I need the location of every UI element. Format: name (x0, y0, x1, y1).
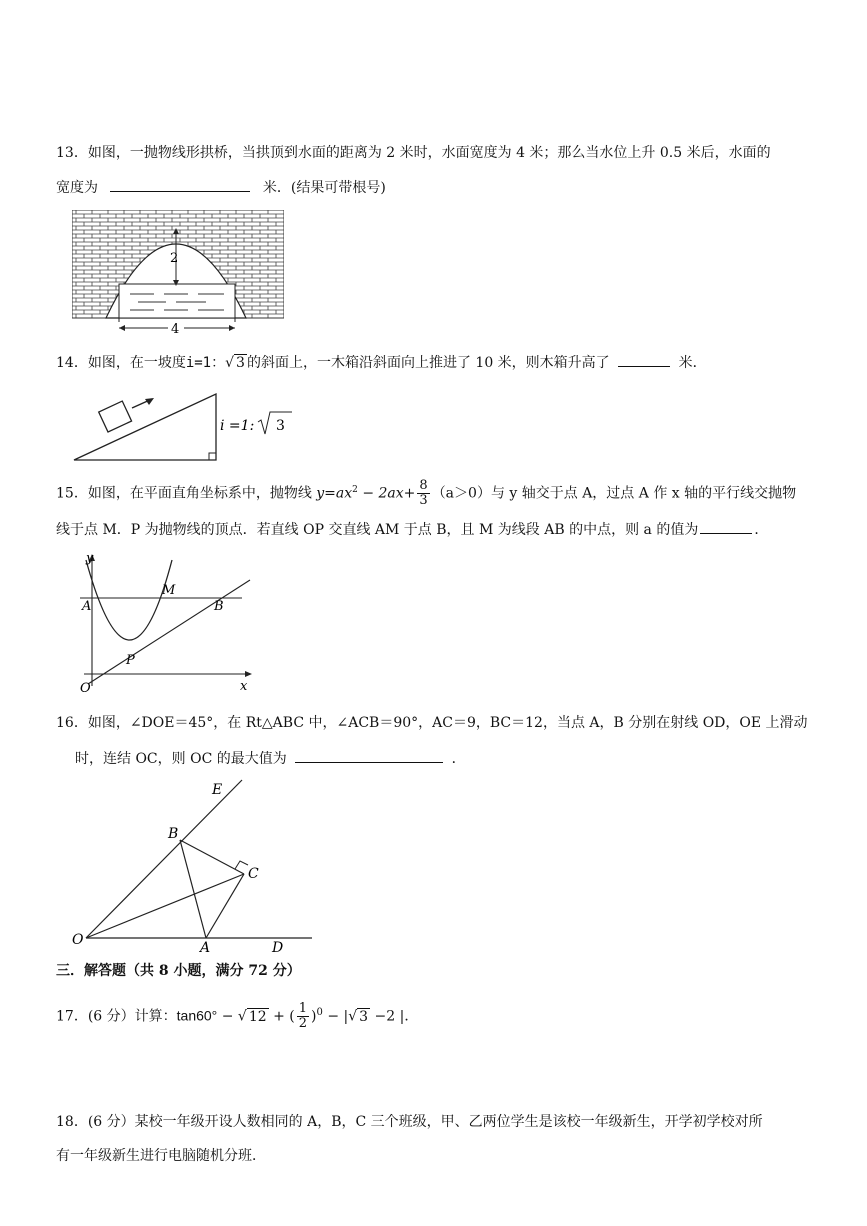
q13-arch-bridge-figure (72, 210, 284, 322)
q17-tail: −2 |． (370, 1008, 419, 1025)
q15-line1-b: （a＞0）与 y 轴交于点 A，过点 A 作 x 轴的平行线交抛物 (431, 485, 797, 502)
q15-answer-blank (700, 519, 752, 534)
q13-line2-before: 宽度为 (56, 180, 98, 196)
q14-sqrt-inline: 3 (236, 355, 245, 371)
q16-line1: 16．如图，∠DOE＝45°，在 Rt△ABC 中，∠ACB＝90°，AC＝9，BC＝12，当点 A，B 分别在射线 OD，OE 上滑动 (56, 715, 808, 731)
q15-label-O: O (80, 681, 91, 696)
q15-line2-a: 线于点 M．P 为抛物线的顶点．若直线 OP 交直线 AM 于点 B，且 M 为线段 AB 的中点，则 a 的值为 (56, 522, 699, 538)
q16-label-A: A (200, 940, 211, 956)
q15-eq-sup: 2 (352, 485, 358, 495)
q17-sqrt12: 12 (248, 1008, 267, 1025)
q15-fraction (417, 479, 429, 508)
q13-width-dimension (110, 318, 250, 340)
q17-half-den: 2 (298, 1016, 308, 1032)
q15-label-y: y (86, 551, 94, 566)
q13-line1: 13．如图，一抛物线形拱桥，当拱顶到水面的距离为 2 米时，水面宽度为 4 米；那么当水位上升 0.5 米后，水面的 (56, 145, 771, 161)
q14-fig-slope-label: i =1: (220, 418, 255, 434)
q15-frac-den: 3 (419, 493, 428, 509)
q14-fig-sqrt-value: 3 (276, 418, 285, 434)
q16-label-D: D (272, 940, 284, 956)
q16-line2 (75, 748, 466, 769)
q17-minus2: − | (322, 1008, 349, 1025)
q14-text-before: 14．如图，在一坡度 (56, 355, 186, 371)
q18-line2: 有一年级新生进行电脑随机分班． (56, 1148, 266, 1164)
q17-sqrt3: 3 (359, 1008, 369, 1025)
q16-label-O: O (72, 932, 84, 948)
q15-label-x: x (240, 679, 248, 694)
q17-sqrt12-symbol: √ (237, 1008, 247, 1025)
q17-prefix: 17．(6 分）计算： (56, 1008, 177, 1025)
q15-label-B: B (214, 599, 224, 614)
q17-plus: + ( (268, 1008, 295, 1025)
q16-geometry-figure (66, 776, 326, 958)
q14-slope-figure (70, 390, 310, 466)
q15-line1-a: 15．如图，在平面直角坐标系中，抛物线 (56, 485, 317, 502)
q17-sqrt3-symbol: √ (348, 1008, 358, 1025)
q17-minus1: − (217, 1008, 238, 1025)
q15-label-A: A (82, 599, 92, 614)
q13-answer-blank (110, 177, 250, 192)
q15-eq2: − 2ax+ (357, 485, 416, 502)
q14-sqrt-symbol: √ (225, 355, 235, 371)
q17-line (56, 996, 418, 1036)
q13-height-label: 2 (170, 251, 179, 266)
q13-width-label: 4 (171, 322, 180, 337)
q17-pow: 0 (316, 1007, 323, 1018)
q16-line2-after: ． (451, 751, 466, 767)
q14-answer-blank (618, 352, 670, 367)
q15-coordinate-figure (70, 548, 260, 698)
q14-text-after: 米． (678, 355, 707, 371)
q15-line2-b: ． (754, 522, 769, 538)
q15-eq: y=ax (316, 485, 353, 502)
q16-label-E: E (212, 782, 223, 798)
q14-text-middle: 的斜面上，一木箱沿斜面向上推进了 10 米，则木箱升高了 (246, 355, 610, 371)
q17-close: ) (311, 1008, 317, 1025)
section3-title: 三．解答题（共 8 小题，满分 72 分） (56, 963, 301, 979)
q16-answer-blank (295, 748, 443, 763)
q17-half (297, 1002, 309, 1031)
q14-slope-inline: i=1： (185, 355, 226, 371)
q15-frac-num: 8 (419, 478, 428, 494)
q16-label-B: B (168, 826, 179, 842)
q17-half-num: 1 (298, 1001, 308, 1017)
q15-label-M: M (162, 583, 176, 598)
q15-line2 (56, 519, 768, 540)
q17-tan: tan60° (176, 1007, 218, 1024)
q15-line1 (56, 475, 797, 509)
q18-line1: 18．(6 分）某校一年级开设人数相同的 A，B，C 三个班级，甲、乙两位学生是该校一年级新生，开学初学校对所 (56, 1114, 763, 1130)
q16-line2-before: 时，连结 OC，则 OC 的最大值为 (75, 751, 287, 767)
q13-line2 (56, 177, 386, 198)
q16-label-C: C (248, 866, 259, 882)
q13-line2-after: 米．(结果可带根号) (262, 180, 386, 196)
q14-line (56, 352, 707, 373)
q15-label-P: P (126, 653, 135, 668)
